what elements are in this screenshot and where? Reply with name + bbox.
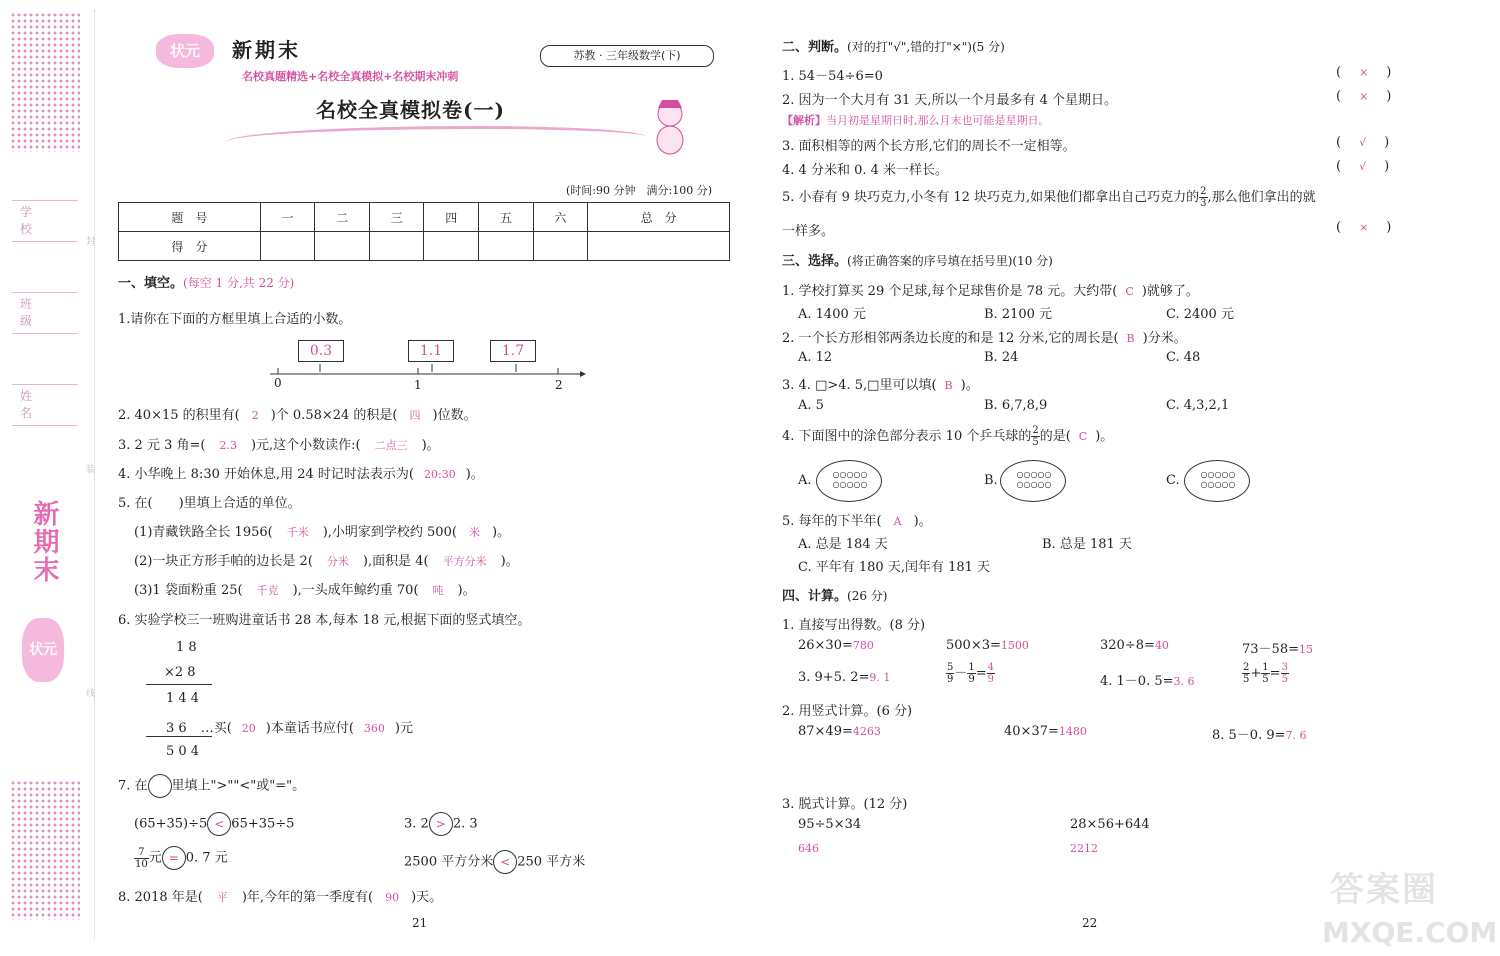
judge-answer: ( √ ): [1336, 159, 1390, 174]
judge-item: 2. 因为一个大月有 31 天,所以一个月最多有 4 个星期日。: [782, 93, 1118, 108]
option: C. 48: [1166, 350, 1201, 365]
q5-item-1: (1)青藏铁路全长 1956( 千米 ),小明家到学校约 500( 米 )。: [134, 525, 511, 540]
judge-answer: ( × ): [1336, 65, 1392, 80]
dot-pattern-top: [10, 12, 80, 152]
calc-answer: 2212: [1070, 842, 1098, 855]
logo-badge: 状元: [156, 34, 214, 68]
table-cell: 三: [369, 203, 424, 232]
table-cell: 六: [533, 203, 588, 232]
judge-answer: ( × ): [1336, 89, 1392, 104]
judge-item: 一样多。: [782, 224, 835, 239]
vertical-calc: 1 8: [176, 640, 197, 655]
ball-group-a: ○○○○○ ○○○○○: [816, 460, 882, 502]
number-line: [270, 362, 586, 386]
option: A. 5: [798, 398, 824, 413]
q7-expr-4: 2500 平方分米 < 250 平方米: [404, 850, 585, 874]
vertical-calc: 5 0 4: [166, 744, 200, 759]
option: C.: [1166, 473, 1180, 488]
answer-box: 1.1: [408, 340, 454, 362]
score-input[interactable]: [479, 232, 534, 261]
calc-item: 73－58=15: [1242, 642, 1313, 657]
score-input[interactable]: [533, 232, 588, 261]
q2-line: 2. 40×15 的积里有( 2 )个 0.58×24 的积是( 四 )位数。: [118, 408, 477, 423]
cut-mark: 封: [86, 237, 96, 247]
judge-item: 1. 54－54÷6=0: [782, 69, 883, 84]
compare-circle[interactable]: =: [162, 846, 186, 870]
q3-line: 3. 2 元 3 角=( 2.3 )元,这个小数读作:( 二点三 )。: [118, 438, 440, 453]
option: C. 平年有 180 天,闰年有 181 天: [798, 560, 991, 575]
option: A.: [798, 473, 812, 488]
option: C. 4,3,2,1: [1166, 398, 1230, 413]
judge-item: 3. 面积相等的两个长方形,它们的周长不一定相等。: [782, 139, 1076, 154]
fraction: $\frac{2}{3}$: [1200, 186, 1207, 209]
option: A. 1400 元: [798, 307, 866, 322]
q6-text: 6. 实验学校三一班购进童话书 28 本,每本 18 元,根据下面的竖式填空。: [118, 613, 531, 628]
name-field[interactable]: [12, 384, 78, 426]
q5-item-3: (3)1 袋面粉重 25( 千克 ),一头成年鲸约重 70( 吨 )。: [134, 583, 476, 598]
calc-q1-text: 1. 直接写出得数。(8 分): [782, 618, 926, 633]
slogan: 名校真题精选+名校全真模拟+名校期末冲刺: [242, 70, 459, 83]
q7-expr-3: $\frac{7}{10}$ 元 = 0. 7 元: [135, 846, 228, 870]
choice-q1: 1. 学校打算买 29 个足球,每个足球售价是 78 元。大约带( C )就够了。: [782, 284, 1199, 299]
compare-circle[interactable]: <: [207, 812, 231, 836]
sidebar-series-text: 新期末: [29, 500, 59, 584]
mascot-icon: [648, 96, 692, 156]
choice-q5: 5. 每年的下半年( A )。: [782, 514, 932, 529]
table-cell: 一: [260, 203, 315, 232]
calc-q3-text: 3. 脱式计算。(12 分): [782, 797, 908, 812]
calc-item: 95÷5×34: [798, 817, 862, 832]
table-cell: 总 分: [588, 203, 730, 232]
compare-circle[interactable]: <: [493, 850, 517, 874]
calc-q2-text: 2. 用竖式计算。(6 分): [782, 704, 913, 719]
fraction: $\frac{2}{5}$: [1032, 425, 1039, 448]
section-4-title: 四、计算。(26 分): [782, 589, 888, 604]
option: B. 总是 181 天: [1042, 537, 1132, 552]
q1-text: 1.请你在下面的方框里填上合适的小数。: [118, 312, 352, 327]
score-input[interactable]: [588, 232, 730, 261]
option: B.: [984, 473, 998, 488]
calc-item: 28×56+644: [1070, 817, 1150, 832]
answer-box: 1.7: [490, 340, 536, 362]
table-cell: 四: [424, 203, 479, 232]
tick-label: 0: [274, 376, 282, 390]
score-input[interactable]: [260, 232, 315, 261]
paper-title: 名校全真模拟卷(一): [316, 98, 505, 122]
fraction: $\frac{7}{10}$: [135, 846, 148, 870]
calc-item: 40×37=1480: [1004, 724, 1087, 739]
school-field[interactable]: [12, 200, 78, 242]
calc-item: $\frac{2}{5}$ + $\frac{1}{5}$ = $\frac{3}{5}$: [1243, 662, 1288, 685]
q6-line: 3 6 …买( 20 )本童话书应付( 360 )元: [166, 721, 413, 736]
table-cell: 二: [315, 203, 370, 232]
calc-rule: [146, 684, 212, 685]
table-cell: 五: [479, 203, 534, 232]
option: B. 2100 元: [984, 307, 1053, 322]
class-label: 班级: [20, 297, 51, 328]
sidebar-logo-badge: 状元: [22, 618, 64, 682]
school-label: 学校: [20, 205, 51, 236]
dot-pattern-bottom: [10, 780, 80, 920]
grade-tag: 苏教 · 三年级数学(下): [540, 45, 714, 67]
calc-item: 26×30=780: [798, 638, 874, 653]
tick-label: 1: [414, 378, 422, 392]
watermark-logo: 答案圈: [1330, 870, 1438, 910]
score-input[interactable]: [315, 232, 370, 261]
page-number: 22: [1082, 916, 1098, 930]
calc-item: 500×3=1500: [946, 638, 1029, 653]
q4-line: 4. 小华晚上 8:30 开始休息,用 24 时记时法表示为( 20:30 )。: [118, 467, 484, 482]
calc-item: 8. 5－0. 9=7. 6: [1212, 728, 1307, 743]
score-input[interactable]: [369, 232, 424, 261]
vertical-calc: ×2 8: [164, 665, 196, 680]
section-1-title: 一、填空。(每空 1 分,共 22 分): [118, 276, 295, 291]
cut-line: [94, 10, 95, 940]
calc-item: 4. 1－0. 5=3. 6: [1100, 674, 1195, 689]
calc-item: $\frac{5}{9}$ － $\frac{1}{9}$ = $\frac{4}{9}$: [947, 662, 995, 685]
score-input[interactable]: [424, 232, 479, 261]
name-label: 姓名: [20, 389, 51, 420]
calc-rule: [146, 736, 212, 737]
calc-answer: 646: [798, 842, 819, 855]
score-table: [118, 202, 730, 261]
title-swoosh: [226, 126, 646, 153]
judge-answer: ( √ ): [1336, 135, 1390, 150]
vertical-calc: 1 4 4: [166, 691, 200, 706]
watermark-url: MXQE.COM: [1322, 916, 1498, 949]
choice-q4: 4. 下面图中的涂色部分表示 10 个乒乓球的 $\frac{2}{5}$ 的是( C )。: [782, 425, 1114, 448]
q5-item-2: (2)一块正方形手帕的边长是 2( 分米 ),面积是 4( 平方分米 )。: [134, 554, 519, 569]
calc-item: 320÷8=40: [1100, 638, 1169, 653]
table-cell: 题 号: [119, 203, 261, 232]
table-row: [119, 203, 730, 232]
table-cell: 得 分: [119, 232, 261, 261]
judge-item: 4. 4 分米和 0. 4 米一样长。: [782, 163, 949, 178]
calc-item: 87×49=4263: [798, 724, 881, 739]
compare-circle[interactable]: [148, 774, 172, 798]
option: C. 2400 元: [1166, 307, 1234, 322]
calc-item: 3. 9+5. 2=9. 1: [798, 670, 891, 685]
option: A. 12: [798, 350, 833, 365]
choice-q3: 3. 4. □>4. 5,□里可以填( B )。: [782, 378, 979, 393]
tick-label: 2: [555, 378, 563, 392]
answer-box: 0.3: [298, 340, 344, 362]
ball-group-b: ○○○○○ ○○○○○: [1000, 460, 1066, 502]
q7-expr-2: 3. 2 > 2. 3: [404, 812, 478, 836]
table-row: [119, 232, 730, 261]
q7-expr-1: (65+35)÷5 < 65+35÷5: [134, 812, 294, 836]
series-name: 新期末: [232, 38, 301, 62]
option: A. 总是 184 天: [798, 537, 888, 552]
ball-group-c: ○○○○○ ○○○○○: [1184, 460, 1250, 502]
time-note: (时间:90 分钟 满分:100 分): [566, 184, 712, 197]
cut-mark: 线: [86, 689, 96, 699]
page-number: 21: [412, 916, 428, 930]
option: B. 24: [984, 350, 1019, 365]
choice-q2: 2. 一个长方形相邻两条边长度的和是 12 分米,它的周长是( B )分米。: [782, 331, 1187, 346]
q7-line: 7. 在 里填上">""<"或"="。: [118, 774, 305, 798]
judge-item: 5. 小春有 9 块巧克力,小冬有 12 块巧克力,如果他们都拿出自己巧克力的 $\frac{2}{3}$ ,那么他们拿出的就: [782, 186, 1316, 209]
analysis: 【解析】当月初是星期日时,那么月末也可能是星期日。: [782, 114, 1050, 127]
compare-circle[interactable]: >: [429, 812, 453, 836]
option: B. 6,7,8,9: [984, 398, 1048, 413]
section-2-title: 二、判断。(对的打"√",错的打"×")(5 分): [782, 40, 1005, 55]
cut-mark: 装: [86, 465, 96, 475]
judge-answer: ( × ): [1336, 220, 1392, 235]
class-field[interactable]: [12, 292, 78, 334]
q5-line: 5. 在( )里填上合适的单位。: [118, 496, 301, 511]
q8-line: 8. 2018 年是( 平 )年,今年的第一季度有( 90 )天。: [118, 890, 443, 905]
section-3-title: 三、选择。(将正确答案的序号填在括号里)(10 分): [782, 254, 1053, 269]
